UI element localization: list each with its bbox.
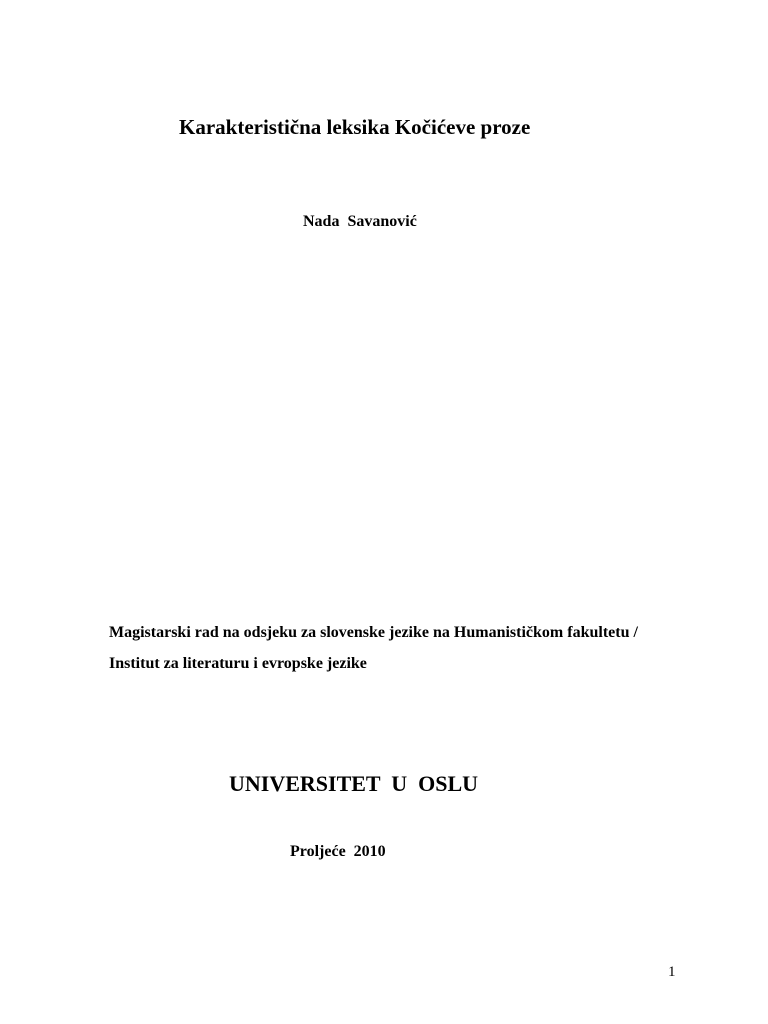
document-title: Karakteristična leksika Kočićeve proze: [179, 115, 531, 139]
submission-date: Proljeće 2010: [290, 843, 386, 860]
author-name: Nada Savanović: [303, 213, 417, 230]
thesis-description-line-2: Institut za literaturu i evropske jezike: [109, 655, 367, 672]
thesis-description-line-1: Magistarski rad na odsjeku za slovenske jezike na Humanističkom fakultetu /: [109, 624, 638, 641]
page-number: 1: [668, 964, 676, 980]
university-name: UNIVERSITET U OSLU: [229, 771, 479, 796]
